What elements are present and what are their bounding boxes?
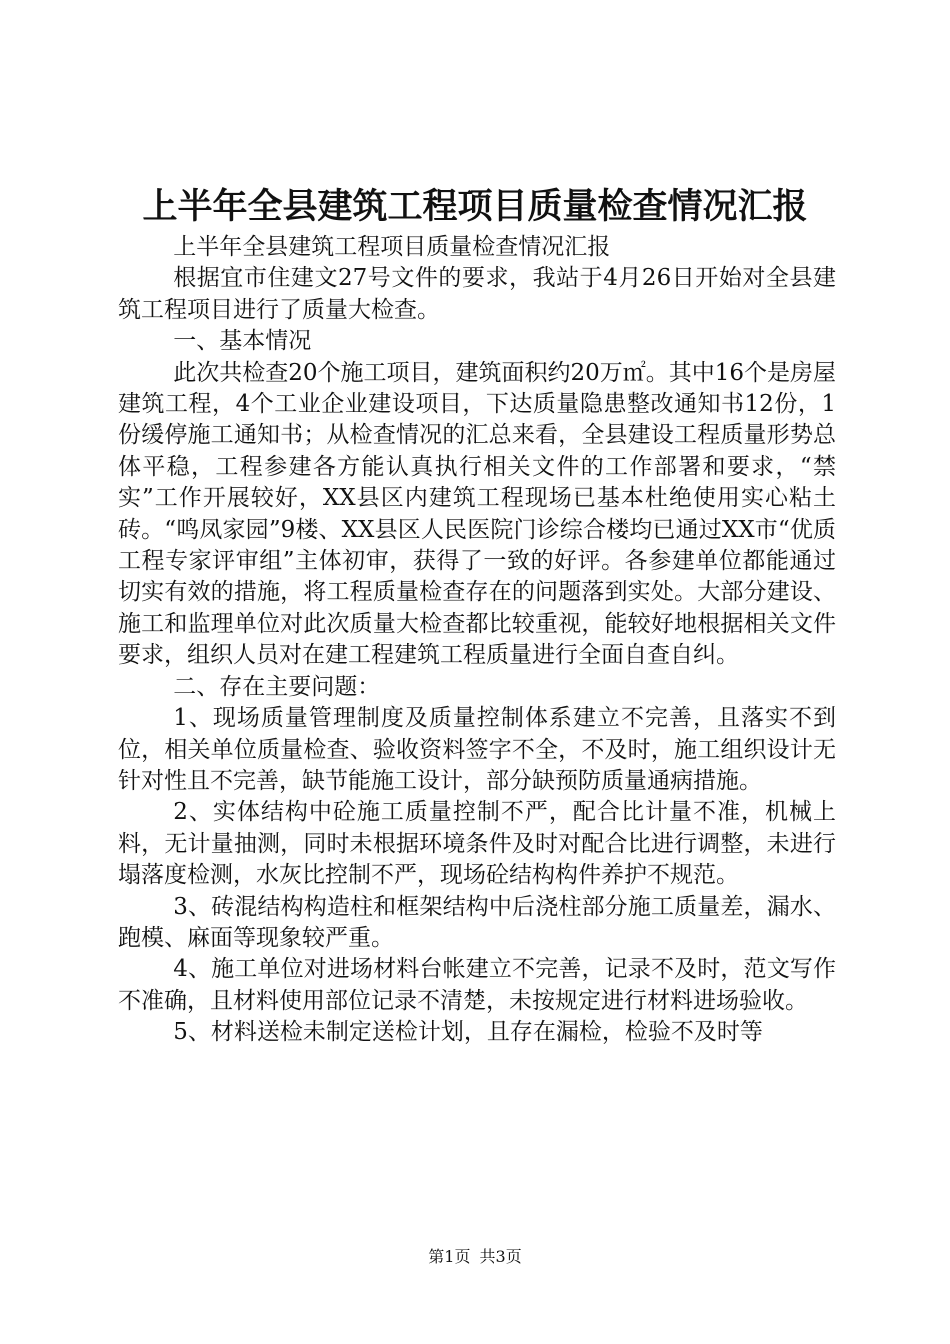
section-heading-basic: 一、基本情况 (173, 328, 312, 355)
section-heading-problems: 二、存在主要问题： (173, 673, 381, 700)
problem-item-3: 3、砖混结构构造柱和框架结构中后浇柱部分施工质量差，漏水、跑模、麻面等现象较严重。 (118, 893, 836, 951)
problem-item-4: 4、施工单位对进场材料台帐建立不完善，记录不及时，范文写作不准确，且材料使用部位记录不清楚，未按规定进行材料进场验收。 (118, 956, 836, 1014)
problem-item-2: 2、实体结构中砼施工质量控制不严，配合比计量不准，机械上料，无计量抽测，同时未根据环境条件及时对配合比进行调整，未进行塌落度检测，水灰比控制不严，现场砼结构构件养护不规范。 (118, 799, 836, 889)
paragraph-heading-repeat: 上半年全县建筑工程项目质量检查情况汇报 (173, 234, 611, 260)
problem-item-1: 1、现场质量管理制度及质量控制体系建立不完善，且落实不到位，相关单位质量检查、验收资料签字不全，不及时，施工组织设计无针对性且不完善，缺节能施工设计，部分缺预防质量通病措施。 (118, 705, 836, 794)
document-body (118, 232, 836, 1049)
page-total: 共3页 (479, 1247, 522, 1266)
page-number: 第1页 (428, 1247, 471, 1266)
paragraph-intro: 根据宜市住建文27号文件的要求，我站于4月26日开始对全县建筑工程项目进行了质量大检查。 (118, 265, 836, 323)
paragraph-basic: 此次共检查20个施工项目，建筑面积约20万㎡。其中16个是房屋建筑工程，4个工业企业建设项目，下达质量隐患整改通知书12份，1份缓停施工通知书；从检查情况的汇总来看，全县建设工程质量形势总体平稳，工程参建各方能认真执行相关文件的工作部署和要求，“禁实”工作开展较好，XX县区内建筑工程现场已基本杜绝使用实心粘土砖。“鸣凤家园”9楼、XX县区人民医院门诊综合楼均已通过XX市“优质工程专家评审组”主体初审，获得了一致的好评。各参建单位都能通过切实有效的措施，将工程质量检查存在的问题落到实处。大部分建设、施工和监理单位对此次质量大检查都比较重视，能较好地根据相关文件要求，组织人员对在建工程建筑工程质量进行全面自查自纠。 (118, 359, 836, 669)
page-footer (0, 1246, 950, 1268)
problem-item-5: 5、材料送检未制定送检计划，且存在漏检，检验不及时等 (173, 1019, 763, 1046)
document-title: 上半年全县建筑工程项目质量检查情况汇报 (142, 186, 808, 227)
